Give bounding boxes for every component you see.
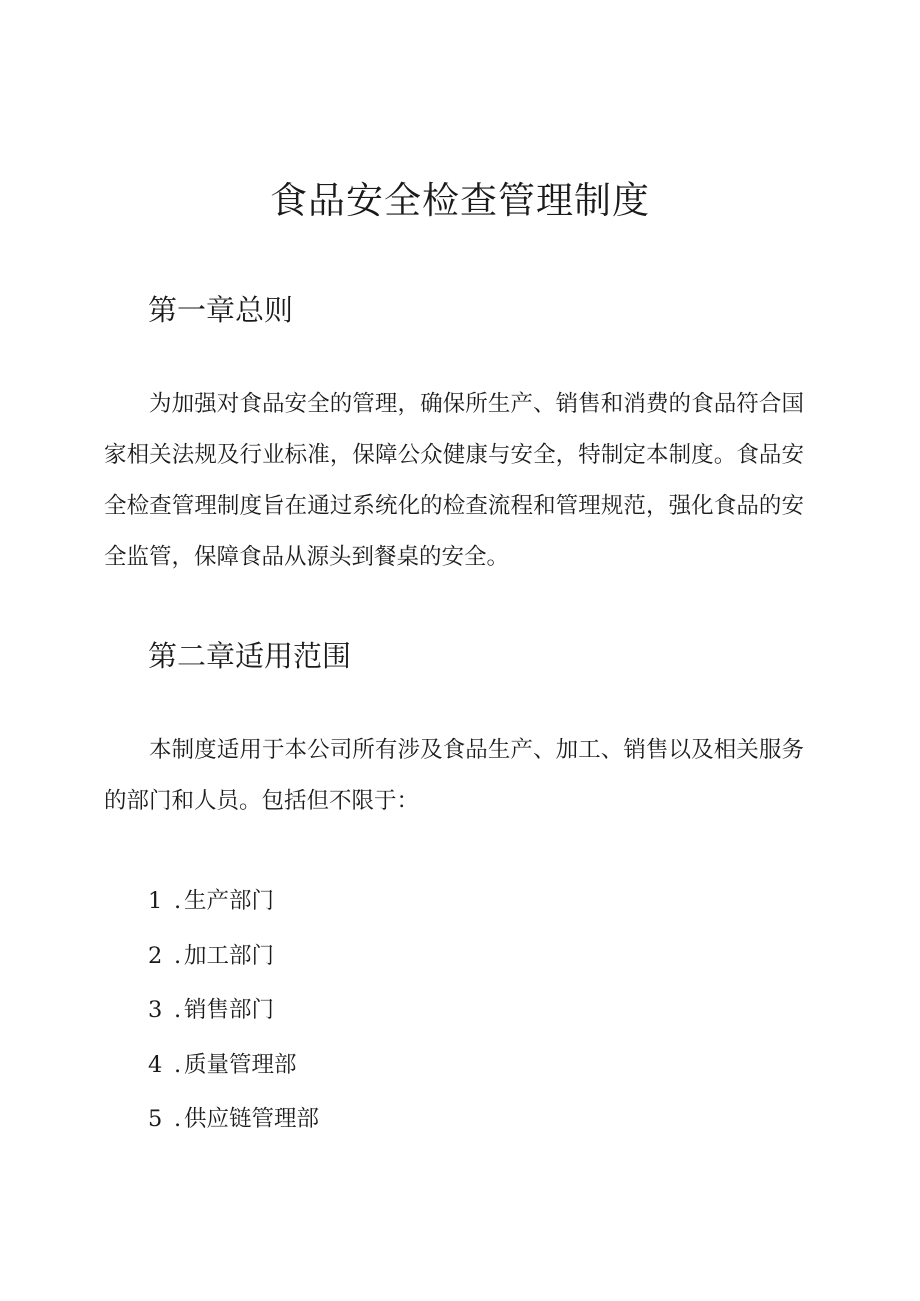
list-item-number: 2 <box>148 942 163 969</box>
list-item-label: 加工部门 <box>184 942 275 969</box>
list-item-number: 5 <box>148 1106 163 1132</box>
list-item-label: 供应链管理部 <box>184 1106 320 1132</box>
list-item-number: 3 <box>148 997 163 1023</box>
list-item: 1 . 生产部门 <box>148 876 319 931</box>
chapter-2-paragraph: 本制度适用于本公司所有涉及食品生产、加工、销售以及相关服务的部门和人员。包括但不限于： <box>104 737 804 814</box>
document-title: 食品安全检查管理制度 <box>270 179 650 222</box>
list-item: 2 . 加工部门 <box>148 931 319 986</box>
chapter-2-heading: 第二章适用范围 <box>148 639 352 673</box>
chapter-1-heading: 第一章总则 <box>148 293 294 327</box>
list-item-number: 1 <box>148 888 163 914</box>
list-item: 3 . 销售部门 <box>148 985 319 1040</box>
list-item-number: 4 <box>148 1051 163 1078</box>
department-list <box>148 876 319 1149</box>
list-item-label: 生产部门 <box>184 888 275 914</box>
list-item: 4 . 质量管理部 <box>148 1040 319 1095</box>
list-item-label: 质量管理部 <box>184 1051 297 1078</box>
list-item-label: 销售部门 <box>184 997 275 1023</box>
list-item: 5 . 供应链管理部 <box>148 1094 319 1149</box>
chapter-1-paragraph: 为加强对食品安全的管理，确保所生产、销售和消费的食品符合国家相关法规及行业标准，保障公众健康与安全，特制定本制度。食品安全检查管理制度旨在通过系统化的检查流程和管理规范，强化食品的安全监管，保障食品从源头到餐桌的安全。 <box>104 391 804 570</box>
